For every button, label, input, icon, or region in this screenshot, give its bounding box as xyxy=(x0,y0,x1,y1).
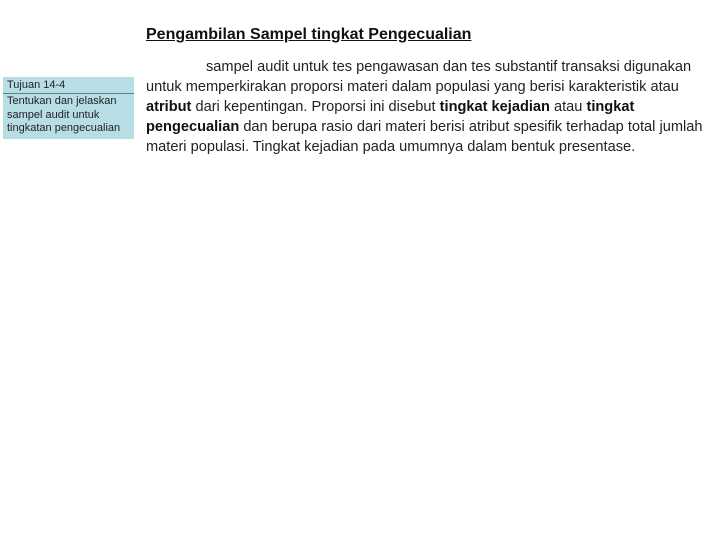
objective-divider xyxy=(3,93,134,94)
body-text-4: dan berupa rasio dari materi berisi atribut spesifik terhadap total jumlah materi populasi. Tingkat kejadian pada umumnya dalam bentuk presentase. xyxy=(146,119,703,156)
term-tingkat-pengecualian: tingkat pengecualian xyxy=(146,99,635,136)
term-atribut: atribut xyxy=(146,99,192,116)
body-paragraph xyxy=(146,57,714,157)
body-text-2: dari kepentingan. Proporsi ini disebut xyxy=(191,99,440,116)
objective-text: Tentukan dan jelaskan sampel audit untuk tingkatan pengecualian xyxy=(7,95,121,134)
term-tingkat-kejadian: tingkat kejadian xyxy=(439,99,550,116)
learning-objective-box xyxy=(3,77,134,139)
body-text-3: atau xyxy=(549,99,587,116)
body-text-1: sampel audit untuk tes pengawasan dan tes substantif transaksi digunakan untuk memperkirakan proporsi materi dalam populasi yang berisi karakteristik atau xyxy=(146,59,692,96)
page-title: Pengambilan Sampel tingkat Pengecualian xyxy=(146,26,472,43)
objective-label: Tujuan 14-4 xyxy=(7,79,66,91)
